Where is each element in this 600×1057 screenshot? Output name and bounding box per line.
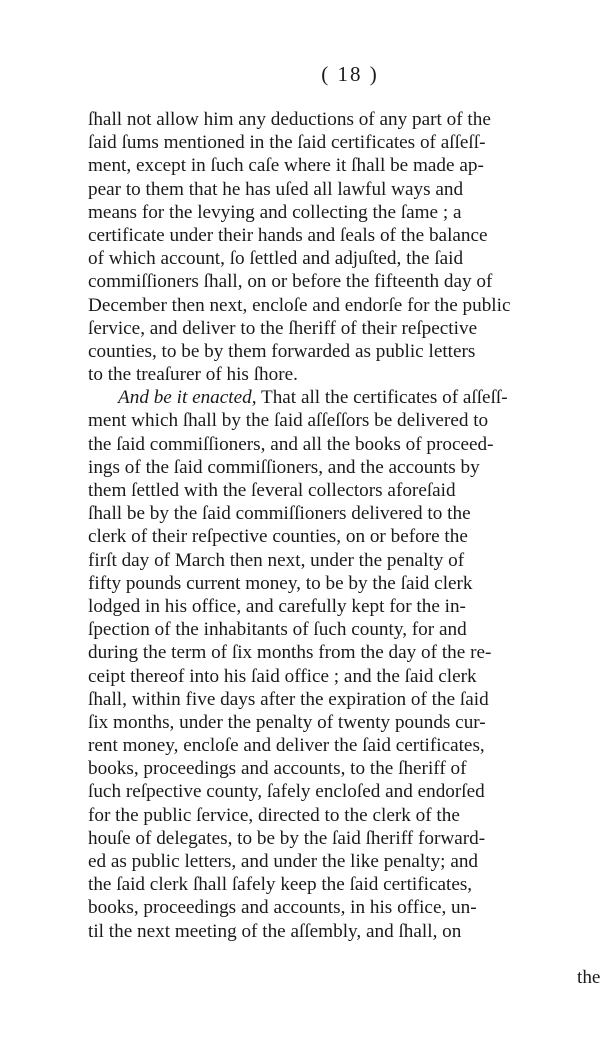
enacted-phrase: And be it enacted, — [118, 387, 257, 409]
page-number: ( 18 ) — [321, 62, 379, 86]
text-line: ment, except in ſuch caſe where it ſhall be made ap- — [88, 155, 484, 177]
enacted-rest: That all the certificates of aſſeſſ- — [256, 387, 508, 409]
text-line: til the next meeting of the aſſembly, and ſhall, on — [88, 920, 462, 942]
catchword: the — [577, 967, 600, 988]
text-line: for the public ſervice, directed to the clerk of the — [88, 804, 460, 826]
text-line: commiſſioners ſhall, on or before the fifteenth day of — [88, 271, 493, 293]
text-line: clerk of their reſpective counties, on or before the — [88, 526, 468, 548]
text-line: the ſaid commiſſioners, and all the books of proceed- — [88, 433, 494, 455]
text-line: houſe of delegates, to be by the ſaid ſheriff forward- — [88, 827, 486, 849]
text-line: during the term of ſix months from the day of the re- — [88, 642, 492, 664]
text-line: ings of the ſaid commiſſioners, and the accounts by — [88, 456, 480, 478]
body-text — [88, 108, 600, 943]
text-line: pear to them that he has uſed all lawful ways and — [88, 178, 464, 200]
enacted-line — [88, 386, 600, 409]
text-line: ſhall, within five days after the expiration of the ſaid — [88, 688, 489, 710]
text-line: rent money, encloſe and deliver the ſaid certificates, — [88, 735, 485, 757]
text-line: certificate under their hands and ſeals of the balance — [88, 224, 488, 246]
text-line: the ſaid clerk ſhall ſafely keep the ſaid certificates, — [88, 874, 473, 896]
text-line: ſuch reſpective county, ſafely encloſed and endorſed — [88, 781, 485, 803]
text-line: fifty pounds current money, to be by the ſaid clerk — [88, 572, 473, 594]
text-line: firſt day of March then next, under the penalty of — [88, 549, 465, 571]
text-line: ment which ſhall by the ſaid aſſeſſors be delivered to — [88, 410, 489, 432]
text-line: ſpection of the inhabitants of ſuch county, for and — [88, 619, 467, 641]
text-line: them ſettled with the ſeveral collectors aforeſaid — [88, 480, 456, 501]
text-line: ſhall not allow him any deductions of any part of the — [88, 109, 491, 130]
text-line: means for the levying and collecting the ſame ; a — [88, 201, 462, 223]
text-line: books, proceedings and accounts, in his office, un- — [88, 897, 477, 919]
text-line: ſix months, under the penalty of twenty pounds cur- — [88, 711, 486, 733]
text-line: ſervice, and deliver to the ſheriff of their reſpective — [88, 317, 478, 339]
text-line: ſhall be by the ſaid commiſſioners delivered to the — [88, 503, 471, 525]
text-line: to the treaſurer of his ſhore. — [88, 364, 298, 386]
text-line: of which account, ſo ſettled and adjuſted, the ſaid — [88, 248, 464, 270]
text-line: books, proceedings and accounts, to the ſheriff of — [88, 758, 467, 780]
text-line: counties, to be by them forwarded as public letters — [88, 340, 476, 362]
text-line: December then next, encloſe and endorſe for the public — [88, 294, 511, 316]
text-line: lodged in his office, and carefully kept for the in- — [88, 595, 466, 617]
text-line: ed as public letters, and under the like penalty; and — [88, 851, 479, 872]
text-line: ſaid ſums mentioned in the ſaid certificates of aſſeſſ- — [88, 132, 486, 154]
text-line: ceipt thereof into his ſaid office ; and the ſaid clerk — [88, 665, 477, 687]
